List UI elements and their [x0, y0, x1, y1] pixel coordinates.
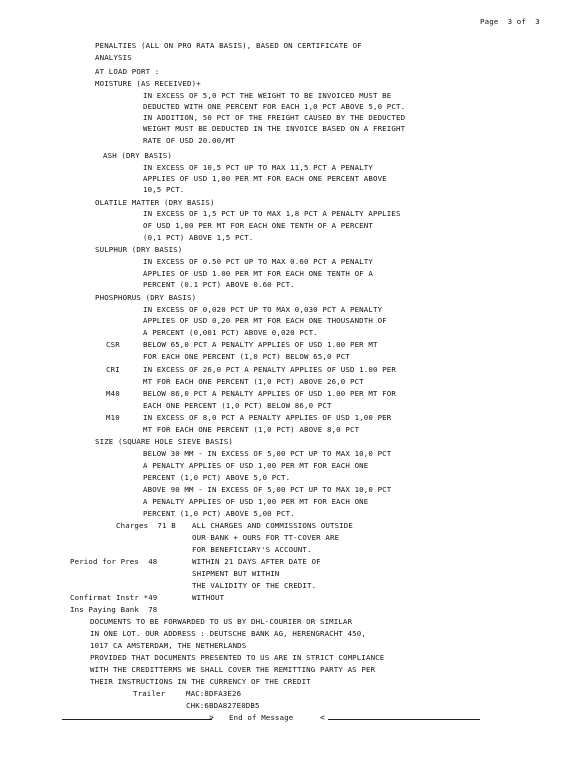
penalties-title: PENALTIES (ALL ON PRO RATA BASIS), BASED ON CERTIFICATE OF — [95, 41, 362, 50]
sulphur-heading: SULPHUR (DRY BASIS) — [95, 245, 183, 254]
m40-line: BELOW 86,0 PCT A PENALTY APPLIES OF USD 1.00 PER MT FOR — [143, 389, 396, 398]
moisture-line: RATE OF USD 20.00/MT — [143, 136, 235, 145]
period-line: THE VALIDITY OF THE CREDIT. — [192, 581, 317, 590]
size-line: A PENALTY APPLIES OF USD 1,00 PER MT FOR EACH ONE — [143, 461, 369, 470]
instructions-label: Ins Paying Bank 78 — [70, 605, 158, 614]
period-line: SHIPMENT BUT WITHIN — [192, 569, 280, 578]
moisture-line: IN EXCESS OF 5,0 PCT THE WEIGHT TO BE INVOICED MUST BE — [143, 91, 392, 100]
volatile-line: OF USD 1,00 PER MT FOR EACH ONE TENTH OF A PERCENT — [143, 221, 373, 230]
sulphur-line: PERCENT (0.1 PCT) ABOVE 0.60 PCT. — [143, 280, 295, 289]
size-line: A PENALTY APPLIES OF USD 1,00 PER MT FOR EACH ONE — [143, 497, 369, 506]
instructions-line: PROVIDED THAT DOCUMENTS PRESENTED TO US ARE IN STRICT COMPLIANCE — [90, 653, 385, 662]
m10-line: MT FOR EACH ONE PERCENT (1,0 PCT) ABOVE 8,0 PCT — [143, 425, 360, 434]
trailer-mac: MAC:8DFA3E26 — [186, 689, 242, 698]
cri-label: CRI — [106, 365, 120, 374]
ash-line: APPLIES OF USD 1,00 PER MT FOR EACH ONE PERCENT ABOVE — [143, 174, 387, 183]
moisture-line: WEIGHT MUST BE DEDUCTED IN THE INVOICE BASED ON A FREIGHT — [143, 124, 406, 133]
arrow-right-icon: > — [209, 713, 214, 722]
phosphorus-line: A PERCENT (0,001 PCT) ABOVE 0,020 PCT. — [143, 328, 318, 337]
trailer-label: Trailer — [133, 689, 166, 698]
end-of-message: End of Message — [229, 713, 294, 722]
cri-line: MT FOR EACH ONE PERCENT (1,0 PCT) ABOVE 26,0 PCT — [143, 377, 364, 386]
moisture-line: DEDUCTED WITH ONE PERCENT FOR EACH 1,0 PCT ABOVE 5,0 PCT. — [143, 102, 406, 111]
size-line: PERCENT (1,0 PCT) ABOVE 5,00 PCT. — [143, 509, 295, 518]
ash-line: IN EXCESS OF 10,5 PCT UP TO MAX 11,5 PCT A PENALTY — [143, 163, 373, 172]
cri-line: IN EXCESS OF 26,0 PCT A PENALTY APPLIES OF USD 1.00 PER — [143, 365, 396, 374]
m40-label: M40 — [106, 389, 120, 398]
page-indicator: Page 3 of 3 — [480, 17, 540, 26]
charges-line: ALL CHARGES AND COMMISSIONS OUTSIDE — [192, 521, 353, 530]
sulphur-line: APPLIES OF USD 1.00 PER MT FOR EACH ONE TENTH OF A — [143, 269, 373, 278]
csr-line: FOR EACH ONE PERCENT (1,0 PCT) BELOW 65,0 PCT — [143, 352, 350, 361]
charges-line: OUR BANK + OURS FOR TT-COVER ARE — [192, 533, 340, 542]
size-line: PERCENT (1,0 PCT) ABOVE 5,0 PCT. — [143, 473, 291, 482]
m40-line: EACH ONE PERCENT (1,0 PCT) BELOW 86,0 PCT — [143, 401, 332, 410]
footer-rule-right — [328, 719, 480, 720]
phosphorus-line: APPLIES OF USD 0,20 PER MT FOR EACH ONE THOUSANDTH OF — [143, 316, 387, 325]
ash-line: 10,5 PCT. — [143, 185, 185, 194]
sulphur-line: IN EXCESS OF 0.50 PCT UP TO MAX 0.60 PCT A PENALTY — [143, 257, 373, 266]
moisture-heading: MOISTURE (AS RECEIVED)+ — [95, 79, 201, 88]
csr-label: CSR — [106, 340, 120, 349]
instructions-line: WITH THE CREDITTERMS WE SHALL COVER THE REMITTING PARTY AS PER — [90, 665, 376, 674]
penalties-title-cont: ANALYSIS — [95, 53, 132, 62]
instructions-line: THEIR INSTRUCTIONS IN THE CURRENCY OF THE CREDIT — [90, 677, 311, 686]
moisture-line: IN ADDITION, 50 PCT OF THE FREIGHT CAUSED BY THE DEDUCTED — [143, 113, 406, 122]
size-line: ABOVE 90 MM - IN EXCESS OF 5,00 PCT UP TO MAX 10,0 PCT — [143, 485, 392, 494]
at-load-port: AT LOAD PORT : — [95, 67, 160, 76]
period-label: Period for Pres 48 — [70, 557, 158, 566]
period-line: WITHIN 21 DAYS AFTER DATE OF — [192, 557, 321, 566]
confirmation-label: Confirmat Instr *49 — [70, 593, 158, 602]
phosphorus-line: IN EXCESS OF 0,020 PCT UP TO MAX 0,030 PCT A PENALTY — [143, 305, 383, 314]
instructions-line: IN ONE LOT. OUR ADDRESS : DEUTSCHE BANK AG, HERENGRACHT 450, — [90, 629, 366, 638]
charges-line: FOR BENEFICIARY'S ACCOUNT. — [192, 545, 312, 554]
confirmation-value: WITHOUT — [192, 593, 225, 602]
volatile-line: IN EXCESS OF 1,5 PCT UP TO MAX 1,8 PCT A PENALTY APPLIES — [143, 209, 401, 218]
instructions-line: 1017 CA AMSTERDAM, THE NETHERLANDS — [90, 641, 247, 650]
csr-line: BELOW 65,0 PCT A PENALTY APPLIES OF USD 1.00 PER MT — [143, 340, 378, 349]
volatile-heading: OLATILE MATTER (DRY BASIS) — [95, 198, 215, 207]
size-heading: SIZE (SQUARE HOLE SIEVE BASIS) — [95, 437, 233, 446]
m10-label: M10 — [106, 413, 120, 422]
charges-label: Charges 71 B — [116, 521, 176, 530]
ash-heading: ASH (DRY BASIS) — [103, 151, 172, 160]
footer-rule-left — [62, 719, 212, 720]
m10-line: IN EXCESS OF 8,0 PCT A PENALTY APPLIES OF USD 1,00 PER — [143, 413, 392, 422]
arrow-left-icon: < — [320, 713, 325, 722]
trailer-chk: CHK:6BDA827E0DB5 — [186, 701, 260, 710]
volatile-line: (0,1 PCT) ABOVE 1,5 PCT. — [143, 233, 254, 242]
phosphorus-heading: PHOSPHORUS (DRY BASIS) — [95, 293, 197, 302]
instructions-line: DOCUMENTS TO BE FORWARDED TO US BY DHL-COURIER OR SIMILAR — [90, 617, 353, 626]
size-line: BELOW 30 MM - IN EXCESS OF 5,00 PCT UP TO MAX 10,0 PCT — [143, 449, 392, 458]
